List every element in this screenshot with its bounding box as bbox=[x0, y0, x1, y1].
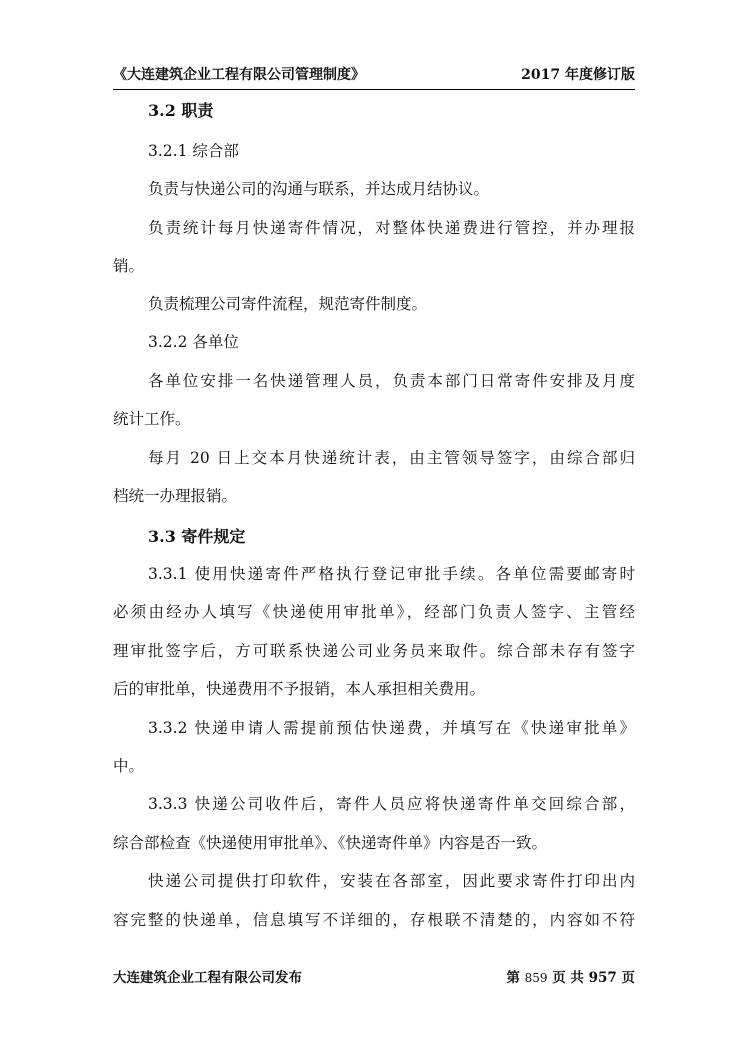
page-prefix: 第 bbox=[506, 970, 520, 986]
paragraph-line: 中。 bbox=[113, 757, 145, 775]
section-heading-3-2: 3.2 职责 bbox=[148, 101, 214, 120]
paragraph-line: 后的审批单，快递费用不予报销，本人承担相关费用。 bbox=[113, 680, 486, 698]
page-mid: 页 共 bbox=[552, 970, 584, 986]
paragraph-line: 每月 20 日上交本月快递统计表，由主管领导签字，由综合部归 bbox=[148, 449, 635, 467]
paragraph-line: 统计工作。 bbox=[113, 410, 191, 428]
page-total: 957 bbox=[588, 970, 617, 986]
header-divider bbox=[113, 89, 635, 90]
subsection-heading-3-2-2: 3.2.2 各单位 bbox=[148, 333, 239, 351]
paragraph-line: 档统一办理报销。 bbox=[113, 487, 238, 505]
paragraph-line: 综合部检查《快递使用审批单》、《快递寄件单》内容是否一致。 bbox=[113, 834, 548, 852]
paragraph-line: 负责统计每月快递寄件情况，对整体快递费进行管控，并办理报 bbox=[148, 219, 635, 237]
header-doc-title: 《大连建筑企业工程有限公司管理制度》 bbox=[113, 67, 365, 83]
subsection-heading-3-2-1: 3.2.1 综合部 bbox=[148, 142, 239, 160]
paragraph-line: 负责与快递公司的沟通与联系，并达成月结协议。 bbox=[148, 180, 490, 198]
paragraph-line: 负责梳理公司寄件流程，规范寄件制度。 bbox=[148, 295, 428, 313]
paragraph-line: 快递公司提供打印软件，安装在各部室，因此要求寄件打印出内 bbox=[148, 872, 635, 890]
paragraph-line: 3.3.1 使用快递寄件严格执行登记审批手续。各单位需要邮寄时 bbox=[148, 565, 635, 583]
paragraph-line: 理审批签字后，方可联系快递公司业务员来取件。综合部未存有签字 bbox=[113, 642, 635, 660]
paragraph-line: 必须由经办人填写《快递使用审批单》，经部门负责人签字、主管经 bbox=[113, 603, 635, 621]
page-footer bbox=[113, 966, 635, 986]
paragraph-line: 3.3.3 快递公司收件后，寄件人员应将快递寄件单交回综合部， bbox=[148, 795, 635, 813]
section-heading-3-3: 3.3 寄件规定 bbox=[148, 527, 246, 546]
page-number bbox=[506, 966, 635, 986]
paragraph-line: 容完整的快递单，信息填写不详细的，存根联不清楚的，内容如不符 bbox=[113, 911, 635, 929]
page-header bbox=[113, 64, 635, 86]
page-suffix: 页 bbox=[621, 970, 635, 986]
paragraph-line: 销。 bbox=[113, 257, 145, 275]
paragraph-line: 各单位安排一名快递管理人员，负责本部门日常寄件安排及月度 bbox=[148, 372, 635, 390]
footer-publisher: 大连建筑企业工程有限公司发布 bbox=[113, 970, 302, 986]
page-current: 859 bbox=[524, 971, 548, 985]
header-version: 2017 年度修订版 bbox=[521, 67, 635, 83]
paragraph-line: 3.3.2 快递申请人需提前预估快递费，并填写在《快递审批单》 bbox=[148, 719, 635, 737]
